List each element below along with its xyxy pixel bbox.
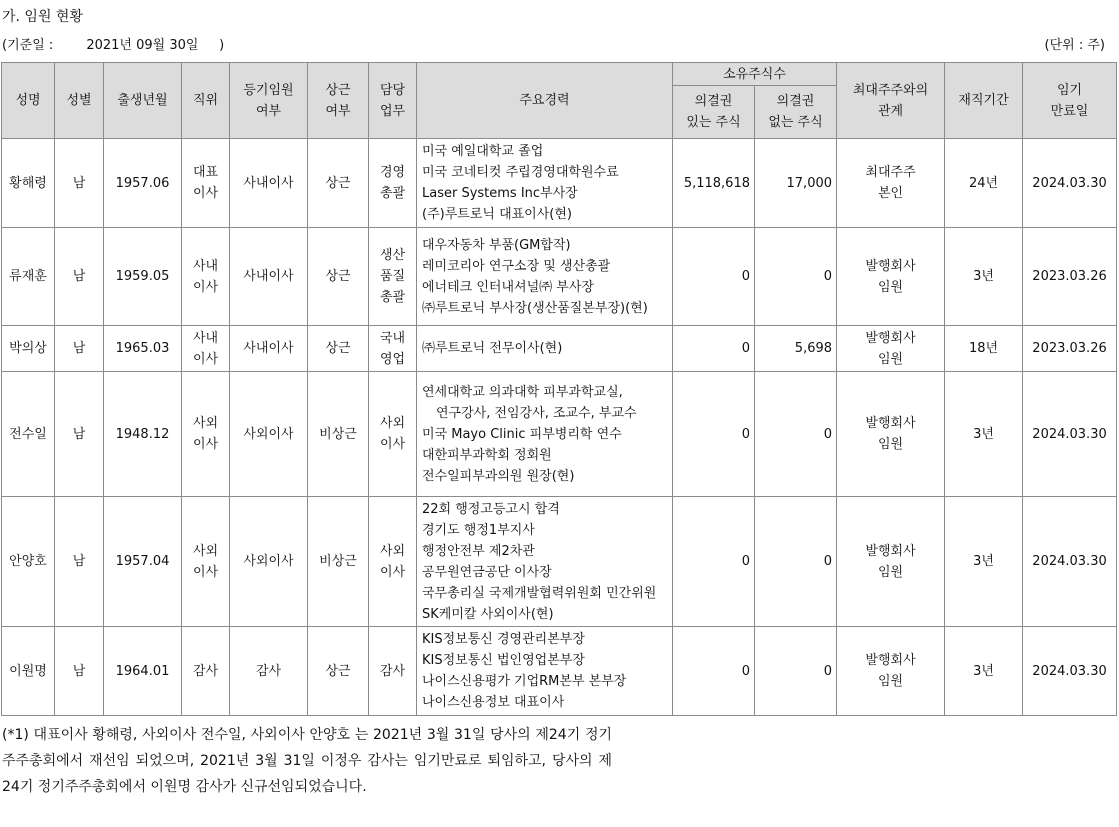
table-row	[2, 372, 1117, 497]
career-item: 경기도 행정1부지사	[422, 522, 535, 538]
cell-registered: 사외이사	[230, 372, 308, 497]
section-title: 가. 임원 현황	[2, 9, 83, 25]
cell-gender: 남	[55, 326, 104, 372]
header-career: 주요경력	[417, 63, 673, 139]
cell-line: 임원	[877, 279, 904, 295]
header-registered	[230, 63, 308, 139]
header-term-end	[1023, 63, 1117, 139]
cell-tenure: 3년	[945, 497, 1023, 627]
cell-gender: 남	[55, 139, 104, 228]
cell-line: 사내	[192, 258, 219, 274]
career-item: 미국 Mayo Clinic 피부병리학 연수	[422, 426, 622, 442]
cell-line: 사외	[379, 416, 406, 431]
cell-nonvoting-shares: 0	[755, 627, 837, 716]
cell-line: 발행회사	[865, 543, 916, 559]
cell-fulltime: 상근	[308, 139, 369, 228]
cell-tenure: 3년	[945, 627, 1023, 716]
table-meta	[2, 34, 1105, 52]
cell-nonvoting-shares: 0	[755, 228, 837, 326]
cell-line: 경영	[379, 165, 406, 180]
cell-fulltime: 비상근	[308, 372, 369, 497]
career-item: SK케미칼 사외이사(현)	[422, 606, 554, 622]
header-position	[182, 63, 230, 139]
cell-registered: 사내이사	[230, 139, 308, 228]
cell-duty	[369, 372, 417, 497]
table-row	[2, 497, 1117, 627]
cell-career	[417, 139, 673, 228]
cell-line: 이사	[192, 351, 219, 367]
cell-position	[182, 627, 230, 716]
header-relation	[837, 63, 945, 139]
cell-voting-shares: 0	[673, 627, 755, 716]
cell-term-end: 2024.03.30	[1023, 497, 1117, 627]
cell-duty	[369, 497, 417, 627]
cell-birth: 1948.12	[104, 372, 182, 497]
cell-line: 이사	[192, 564, 219, 580]
cell-line: 이사	[379, 564, 406, 580]
cell-line: 생산	[379, 248, 406, 263]
cell-line: 등기임원	[243, 82, 294, 98]
cell-term-end: 2024.03.30	[1023, 627, 1117, 716]
footnote: (*1) 대표이사 황해령, 사외이사 전수일, 사외이사 안양호 는 2021년 3월 31일 당사의 제24기 정기주주총회에서 재선임 되었으며, 2021년 3월 31일 이정우 감사는 임기만료로 퇴임하고, 당사의 제24기 정기주주총회에서 이원명 감사가 신규선임되었습니다.	[2, 727, 612, 795]
cell-nonvoting-shares: 17,000	[755, 139, 837, 228]
cell-nonvoting-shares: 5,698	[755, 326, 837, 372]
cell-tenure: 3년	[945, 228, 1023, 326]
cell-career	[417, 326, 673, 372]
cell-gender: 남	[55, 627, 104, 716]
header-shares: 소유주식수	[673, 63, 837, 86]
cell-duty	[369, 139, 417, 228]
cell-name: 이원명	[2, 627, 55, 716]
cell-line: 관계	[877, 103, 904, 119]
cell-registered: 감사	[230, 627, 308, 716]
cell-line: 이사	[379, 437, 406, 452]
cell-fulltime: 상근	[308, 627, 369, 716]
cell-line: 없는 주식	[768, 115, 823, 130]
header-nonvoting-shares	[755, 86, 837, 139]
cell-line: 의결권	[694, 94, 733, 109]
cell-position	[182, 228, 230, 326]
cell-career	[417, 372, 673, 497]
table-row	[2, 139, 1117, 228]
cell-term-end: 2023.03.26	[1023, 228, 1117, 326]
career-item: 에너테크 인터내셔널㈜ 부사장	[422, 279, 594, 295]
career-item: 행정안전부 제2차관	[422, 543, 535, 559]
cell-position	[182, 326, 230, 372]
cell-line: 국내	[379, 330, 406, 346]
cell-line: 대표	[192, 165, 219, 180]
cell-voting-shares: 5,118,618	[673, 139, 755, 228]
cell-line: 본인	[877, 186, 904, 201]
header-voting-shares	[673, 86, 755, 139]
cell-name: 안양호	[2, 497, 55, 627]
cell-line: 발행회사	[865, 330, 916, 346]
career-item: KIS정보통신 경영관리본부장	[422, 632, 585, 647]
cell-line: 여부	[255, 103, 282, 119]
career-item: 나이스신용평가 기업RM본부 본부장	[422, 674, 627, 689]
career-item: 대한피부과학회 정회원	[422, 447, 552, 463]
base-date-label: (기준일 : 2021년 09월 30일 )	[2, 38, 225, 53]
career-item: ㈜루트로닉 부사장(생산품질본부장)(현)	[422, 300, 648, 316]
cell-line: 임원	[877, 437, 904, 452]
cell-line: 사외	[192, 416, 219, 431]
cell-line: 사외	[379, 543, 406, 559]
cell-line: 직위	[192, 93, 219, 108]
career-item: 레미코리아 연구소장 및 생산총괄	[422, 258, 611, 274]
header-gender: 성별	[55, 63, 104, 139]
cell-position	[182, 139, 230, 228]
cell-line: 최대주주	[865, 165, 916, 180]
cell-name: 류재훈	[2, 228, 55, 326]
cell-fulltime: 상근	[308, 326, 369, 372]
cell-relation	[837, 139, 945, 228]
cell-line: 여부	[325, 103, 351, 119]
table-body	[2, 139, 1117, 716]
career-item: 연세대학교 의과대학 피부과학교실,	[422, 384, 623, 400]
cell-line: 발행회사	[865, 258, 916, 274]
cell-line: 임기	[1056, 82, 1083, 98]
cell-line: 총괄	[379, 186, 406, 201]
cell-line: 만료일	[1050, 103, 1089, 119]
career-item: 전수일피부과의원 원장(현)	[422, 468, 575, 484]
cell-fulltime: 비상근	[308, 497, 369, 627]
cell-line: 품질	[379, 269, 406, 284]
cell-line: 총괄	[379, 290, 406, 305]
cell-gender: 남	[55, 228, 104, 326]
cell-line: 업무	[379, 103, 406, 119]
cell-line: 발행회사	[865, 416, 916, 431]
cell-line: 감사	[379, 663, 406, 679]
cell-tenure: 18년	[945, 326, 1023, 372]
cell-line: 감사	[192, 663, 219, 679]
cell-relation	[837, 372, 945, 497]
cell-line: 담당	[379, 82, 406, 98]
cell-birth: 1964.01	[104, 627, 182, 716]
table-row	[2, 326, 1117, 372]
cell-fulltime: 상근	[308, 228, 369, 326]
unit-label: (단위 : 주)	[1044, 38, 1105, 53]
cell-line: 임원	[877, 674, 904, 689]
cell-career	[417, 228, 673, 326]
career-item: ㈜루트로닉 전무이사(현)	[422, 341, 563, 356]
cell-line: 의결권	[776, 94, 815, 109]
cell-career	[417, 627, 673, 716]
cell-line: 사외	[192, 543, 219, 559]
cell-term-end: 2024.03.30	[1023, 139, 1117, 228]
cell-line: 사내	[192, 330, 219, 346]
header-name: 성명	[2, 63, 55, 139]
cell-voting-shares: 0	[673, 326, 755, 372]
cell-line: 임원	[877, 564, 904, 580]
cell-position	[182, 372, 230, 497]
cell-nonvoting-shares: 0	[755, 497, 837, 627]
cell-voting-shares: 0	[673, 372, 755, 497]
cell-line: 이사	[192, 279, 219, 295]
career-item: KIS정보통신 법인영업본부장	[422, 653, 585, 668]
cell-line: 상근	[325, 82, 351, 98]
cell-duty	[369, 627, 417, 716]
cell-career	[417, 497, 673, 627]
cell-name: 박의상	[2, 326, 55, 372]
header-fulltime	[308, 63, 369, 139]
officers-table	[1, 62, 1117, 716]
cell-voting-shares: 0	[673, 497, 755, 627]
cell-line: 임원	[877, 351, 904, 367]
career-item: 국무총리실 국제개발협력위원회 민간위원	[422, 585, 657, 601]
cell-gender: 남	[55, 372, 104, 497]
cell-tenure: 3년	[945, 372, 1023, 497]
cell-line: 최대주주와의	[852, 82, 929, 98]
cell-nonvoting-shares: 0	[755, 372, 837, 497]
header-duty	[369, 63, 417, 139]
cell-line: 이사	[192, 186, 219, 201]
cell-birth: 1965.03	[104, 326, 182, 372]
table-row	[2, 228, 1117, 326]
cell-registered: 사외이사	[230, 497, 308, 627]
cell-name: 전수일	[2, 372, 55, 497]
table-row	[2, 627, 1117, 716]
career-item: 대우자동차 부품(GM합작)	[422, 237, 571, 253]
career-item: 나이스신용정보 대표이사	[422, 695, 565, 710]
cell-relation	[837, 326, 945, 372]
cell-term-end: 2023.03.26	[1023, 326, 1117, 372]
career-item: 연구강사, 전임강사, 조교수, 부교수	[436, 405, 637, 421]
cell-birth: 1957.04	[104, 497, 182, 627]
career-item: 공무원연금공단 이사장	[422, 564, 552, 580]
cell-relation	[837, 228, 945, 326]
career-item: Laser Systems Inc부사장	[422, 186, 578, 201]
table-header	[2, 63, 1117, 139]
career-item: 미국 코네티컷 주립경영대학원수료	[422, 165, 619, 180]
cell-relation	[837, 627, 945, 716]
cell-duty	[369, 228, 417, 326]
header-tenure: 재직기간	[945, 63, 1023, 139]
career-item: 미국 예일대학교 졸업	[422, 144, 544, 159]
cell-line: 있는 주식	[686, 115, 741, 130]
cell-registered: 사내이사	[230, 326, 308, 372]
cell-line: 이사	[192, 437, 219, 452]
career-item: 22회 행정고등고시 합격	[422, 501, 560, 517]
cell-tenure: 24년	[945, 139, 1023, 228]
cell-line: 영업	[379, 351, 406, 367]
cell-gender: 남	[55, 497, 104, 627]
cell-position	[182, 497, 230, 627]
cell-duty	[369, 326, 417, 372]
cell-birth: 1959.05	[104, 228, 182, 326]
cell-relation	[837, 497, 945, 627]
header-birth: 출생년월	[104, 63, 182, 139]
cell-birth: 1957.06	[104, 139, 182, 228]
career-item: (주)루트로닉 대표이사(현)	[422, 207, 572, 222]
cell-term-end: 2024.03.30	[1023, 372, 1117, 497]
cell-line: 발행회사	[865, 653, 916, 668]
cell-registered: 사내이사	[230, 228, 308, 326]
cell-name: 황해령	[2, 139, 55, 228]
cell-voting-shares: 0	[673, 228, 755, 326]
